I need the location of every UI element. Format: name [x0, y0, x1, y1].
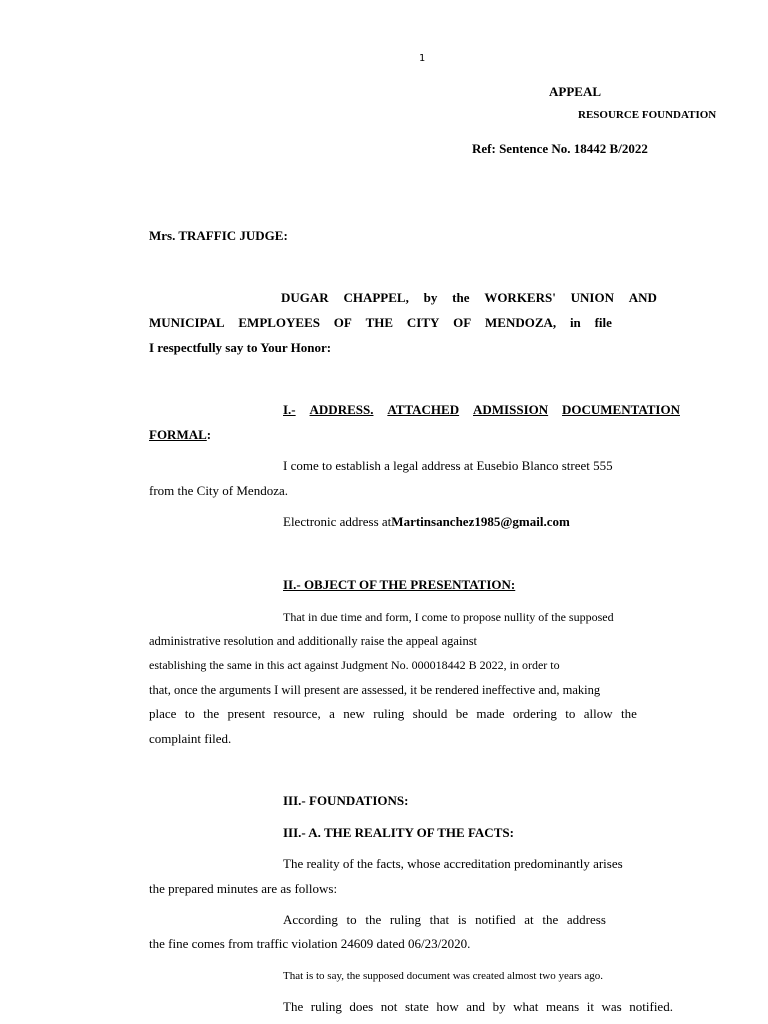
word: CITY	[406, 315, 440, 330]
word: According	[283, 912, 338, 927]
word: present	[227, 706, 266, 721]
word: was	[601, 999, 622, 1014]
word: should	[412, 706, 448, 721]
intro-line-1	[281, 290, 657, 306]
document-subtitle: RESOURCE FOUNDATION	[578, 109, 717, 121]
word: OF	[333, 315, 352, 330]
ruling-line-2: the fine comes from traffic violation 24609 dated 06/23/2020.	[149, 936, 471, 951]
salutation: Mrs. TRAFFIC JUDGE:	[149, 228, 288, 243]
section-2-line-5	[149, 706, 637, 722]
word: DUGAR	[281, 290, 329, 305]
word: address	[566, 912, 606, 927]
word: ruling	[373, 706, 405, 721]
word: allow	[583, 706, 613, 721]
section-3-heading: III.- FOUNDATIONS:	[283, 793, 409, 808]
section-1-heading-cont: FORMAL:	[149, 427, 212, 442]
word: by	[423, 290, 438, 305]
section-2-line-1: That in due time and form, I come to propose nullity of the supposed	[283, 610, 614, 624]
word: DOCUMENTATION	[562, 402, 680, 417]
electronic-address	[283, 514, 570, 530]
intro-line-2	[149, 315, 612, 331]
word: means	[545, 999, 580, 1014]
word: at	[524, 912, 534, 927]
word: not	[380, 999, 398, 1014]
word: resource,	[273, 706, 321, 721]
address-line-1: I come to establish a legal address at Eusebio Blanco street 555	[283, 458, 613, 473]
word: how	[436, 999, 459, 1014]
word: AND	[628, 290, 657, 305]
word: I.-	[283, 402, 296, 417]
word: and	[466, 999, 486, 1014]
email-prefix: Electronic address at	[283, 514, 392, 529]
email-address: Martinsanchez1985@gmail.com	[391, 514, 570, 529]
section-2-line-2: administrative resolution and additionally raise the appeal against	[149, 634, 478, 648]
word: MUNICIPAL	[149, 315, 225, 330]
section-2-line-4: that, once the arguments I will present are assessed, it be rendered ineffective and, making	[149, 683, 601, 697]
word: ADDRESS.	[309, 402, 374, 417]
ruling-line-1	[283, 912, 606, 928]
facts-line-2: the prepared minutes are as follows:	[149, 881, 338, 896]
word: place	[149, 706, 177, 721]
word: that	[429, 912, 450, 927]
word: CHAPPEL,	[343, 290, 409, 305]
word: notified.	[629, 999, 673, 1014]
reference-line: Ref: Sentence No. 18442 B/2022	[472, 141, 648, 156]
word: notified	[475, 912, 516, 927]
word: made	[476, 706, 505, 721]
word: does	[349, 999, 374, 1014]
document-title: APPEAL	[549, 84, 601, 99]
intro-line-3: I respectfully say to Your Honor:	[149, 340, 332, 355]
section-1-heading	[283, 402, 697, 418]
word: THE	[365, 315, 394, 330]
notification-line	[283, 999, 673, 1015]
word: is	[457, 912, 467, 927]
word: UNION	[570, 290, 614, 305]
word: the	[620, 706, 637, 721]
word: to	[565, 706, 576, 721]
word: to	[346, 912, 357, 927]
word: the	[365, 912, 382, 927]
word: to	[184, 706, 195, 721]
word: The	[283, 999, 304, 1014]
section-3a-heading: III.- A. THE REALITY OF THE FACTS:	[283, 825, 514, 840]
address-line-2: from the City of Mendoza.	[149, 483, 288, 498]
word: be	[455, 706, 468, 721]
word: MENDOZA,	[485, 315, 557, 330]
document-age-note: That is to say, the supposed document was created almost two years ago.	[283, 970, 604, 982]
page-number: 1	[419, 53, 426, 64]
facts-line-1: The reality of the facts, whose accreditation predominantly arises	[283, 856, 623, 871]
section-2-heading: II.- OBJECT OF THE PRESENTATION:	[283, 577, 516, 592]
word: OF	[453, 315, 472, 330]
word: EMPLOYEES	[238, 315, 320, 330]
word: in	[569, 315, 581, 330]
section-2-line-3: establishing the same in this act against Judgment No. 000018442 B 2022, in order to	[149, 658, 560, 672]
word: ordering	[512, 706, 557, 721]
word: it	[586, 999, 594, 1014]
word: WORKERS'	[484, 290, 556, 305]
word: ATTACHED	[387, 402, 460, 417]
word: the	[203, 706, 220, 721]
section-2-line-6: complaint filed.	[149, 731, 232, 746]
word: by	[492, 999, 506, 1014]
word: the	[542, 912, 559, 927]
word: new	[343, 706, 365, 721]
word: the	[452, 290, 470, 305]
word: ADMISSION	[473, 402, 549, 417]
word: state	[404, 999, 429, 1014]
word: ruling	[389, 912, 421, 927]
word: file	[594, 315, 612, 330]
word: ruling	[310, 999, 342, 1014]
word: a	[329, 706, 335, 721]
word: what	[513, 999, 539, 1014]
